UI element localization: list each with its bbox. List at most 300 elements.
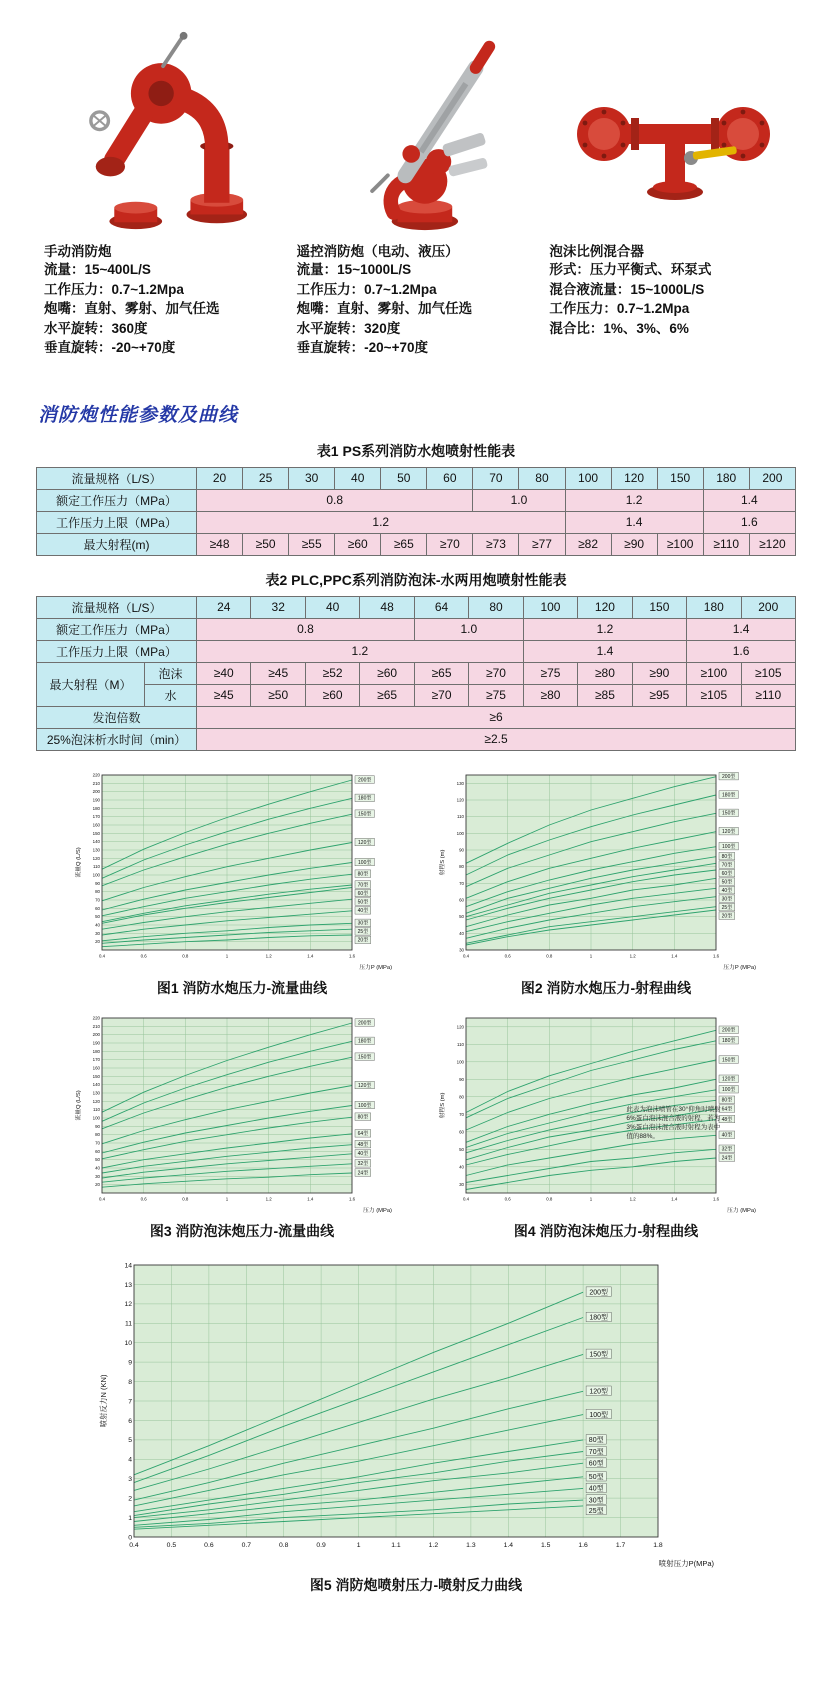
svg-text:6: 6 — [128, 1417, 132, 1425]
chart-fig5-canvas — [96, 1257, 736, 1574]
svg-text:160: 160 — [92, 1065, 100, 1071]
svg-text:110: 110 — [457, 1041, 464, 1047]
svg-text:150: 150 — [92, 830, 100, 836]
svg-text:120: 120 — [92, 855, 100, 861]
table-cell: 1.2 — [197, 511, 566, 533]
table-cell: ≥6 — [197, 706, 796, 728]
table-cell: 180 — [687, 596, 741, 618]
svg-text:喷射反力N (KN): 喷射反力N (KN) — [99, 1374, 108, 1428]
svg-text:60: 60 — [459, 1129, 464, 1135]
product-spec: 炮嘴：直射、雾射、加气任选 — [296, 301, 473, 317]
figure-3 — [72, 1010, 412, 1247]
charts-grid — [36, 767, 796, 1247]
svg-text:140: 140 — [92, 1082, 100, 1088]
table-cell: ≥45 — [251, 662, 305, 684]
svg-text:150型: 150型 — [358, 1054, 372, 1061]
svg-text:60: 60 — [95, 1148, 100, 1154]
svg-text:0.6: 0.6 — [140, 1196, 147, 1202]
svg-text:0.7: 0.7 — [241, 1541, 252, 1549]
svg-text:射程S (m): 射程S (m) — [440, 1092, 446, 1119]
table-cell: ≥120 — [749, 533, 795, 555]
svg-text:210: 210 — [92, 780, 100, 786]
table-cell: ≥85 — [578, 684, 632, 706]
remote-monitor-image — [325, 29, 515, 234]
svg-text:20型: 20型 — [357, 937, 369, 944]
table-row — [37, 489, 796, 511]
table-cell: 150 — [632, 596, 686, 618]
product-spec: 混合比：1%、3%、6% — [549, 320, 689, 336]
table-cell: 1.6 — [687, 640, 796, 662]
svg-text:0.8: 0.8 — [182, 1196, 189, 1202]
svg-text:130: 130 — [92, 1090, 100, 1096]
table1-title: 表1 PS系列消防水炮喷射性能表 — [316, 442, 516, 459]
table-cell: ≥100 — [657, 533, 703, 555]
table-cell: 1.0 — [414, 618, 523, 640]
svg-text:120型: 120型 — [358, 839, 372, 846]
svg-text:1: 1 — [128, 1514, 132, 1522]
svg-text:50型: 50型 — [588, 1473, 604, 1481]
svg-text:32型: 32型 — [357, 1160, 369, 1167]
svg-text:100: 100 — [92, 1115, 100, 1121]
table-row — [37, 533, 796, 555]
svg-text:120型: 120型 — [722, 1076, 736, 1083]
svg-text:流量Q (L/S): 流量Q (L/S) — [76, 1090, 82, 1121]
svg-text:80型: 80型 — [721, 1097, 733, 1104]
svg-text:32型: 32型 — [721, 1146, 733, 1153]
svg-text:30: 30 — [459, 947, 464, 953]
product-spec: 流量：15~1000L/S — [296, 262, 412, 277]
table-cell: ≥65 — [414, 662, 468, 684]
svg-text:150型: 150型 — [722, 810, 736, 817]
svg-text:150型: 150型 — [358, 811, 372, 818]
svg-text:0.4: 0.4 — [98, 953, 106, 959]
svg-text:0: 0 — [128, 1534, 132, 1542]
svg-text:100型: 100型 — [358, 859, 372, 866]
table-cell: ≥82 — [565, 533, 611, 555]
svg-text:50型: 50型 — [357, 899, 369, 906]
svg-text:60型: 60型 — [357, 890, 369, 897]
svg-text:1.6: 1.6 — [712, 953, 720, 959]
table-cell: 40 — [305, 596, 359, 618]
svg-text:200型: 200型 — [722, 1027, 736, 1034]
svg-text:30: 30 — [95, 930, 100, 936]
svg-text:70: 70 — [95, 897, 100, 903]
svg-text:1.2: 1.2 — [629, 953, 636, 959]
svg-text:190: 190 — [92, 1040, 100, 1046]
svg-text:150型: 150型 — [722, 1057, 736, 1064]
table-cell: 120 — [611, 467, 657, 489]
svg-text:1.8: 1.8 — [653, 1541, 663, 1549]
table-cell: ≥73 — [473, 533, 519, 555]
svg-text:24型: 24型 — [357, 1170, 369, 1177]
table-cell: 1.4 — [687, 618, 796, 640]
svg-text:220: 220 — [92, 772, 100, 778]
svg-text:180: 180 — [92, 1048, 100, 1054]
svg-text:100型: 100型 — [358, 1102, 372, 1109]
product-spec: 混合液流量：15~1000L/S — [549, 281, 705, 297]
table-cell: 1.4 — [523, 640, 686, 662]
chart-svg — [72, 1010, 394, 1215]
table-cell: 70 — [473, 467, 519, 489]
table-row — [37, 684, 796, 706]
svg-text:80型: 80型 — [357, 871, 369, 878]
table-row — [37, 662, 796, 684]
table-cell: 20 — [197, 467, 243, 489]
table-cell: ≥50 — [251, 684, 305, 706]
table-cell: 64 — [414, 596, 468, 618]
svg-text:170: 170 — [92, 814, 100, 820]
svg-text:0.4: 0.4 — [462, 953, 470, 959]
row-label: 最大射程（M） — [37, 662, 145, 706]
product-spec: 炮嘴：直射、雾射、加气任选 — [44, 301, 220, 317]
table-cell: ≥90 — [632, 662, 686, 684]
figure-4 — [436, 1010, 776, 1247]
svg-text:4: 4 — [128, 1456, 132, 1464]
chart-fig2-canvas — [436, 767, 776, 977]
product-spec: 垂直旋转：-20~+70度 — [44, 340, 176, 356]
table-cell: ≥55 — [289, 533, 335, 555]
svg-text:140: 140 — [92, 839, 100, 845]
table-cell: ≥77 — [519, 533, 565, 555]
svg-text:7: 7 — [128, 1398, 132, 1406]
svg-text:70: 70 — [95, 1140, 100, 1146]
svg-text:13: 13 — [124, 1281, 132, 1289]
svg-text:40: 40 — [459, 930, 464, 936]
svg-text:90: 90 — [95, 880, 100, 886]
table-cell: ≥100 — [687, 662, 741, 684]
table-cell: 200 — [741, 596, 795, 618]
table-cell: ≥65 — [360, 684, 414, 706]
svg-text:180型: 180型 — [722, 1037, 736, 1044]
table-row — [37, 467, 796, 489]
figure-1 — [72, 767, 412, 1004]
svg-text:180型: 180型 — [722, 792, 736, 799]
svg-text:1.6: 1.6 — [712, 1196, 720, 1202]
svg-text:220: 220 — [92, 1015, 100, 1021]
svg-text:210: 210 — [92, 1023, 100, 1029]
table-cell: ≥110 — [741, 684, 795, 706]
section-title: 消防炮性能参数及曲线 — [38, 404, 239, 426]
svg-text:0.8: 0.8 — [546, 953, 553, 959]
table-row — [37, 728, 796, 750]
svg-text:40型: 40型 — [721, 887, 733, 894]
table-cell: 1.6 — [703, 511, 795, 533]
svg-text:180型: 180型 — [589, 1314, 609, 1322]
svg-text:30型: 30型 — [721, 896, 733, 903]
chart-svg — [96, 1257, 716, 1569]
table-cell: 1.4 — [565, 511, 703, 533]
table-cell: 1.2 — [565, 489, 703, 511]
row-label: 工作压力上限（MPa） — [37, 640, 197, 662]
svg-text:80型: 80型 — [357, 1114, 369, 1121]
svg-text:200型: 200型 — [358, 777, 372, 784]
table-cell: 0.8 — [197, 489, 473, 511]
table-cell: 1.4 — [703, 489, 795, 511]
row-label: 额定工作压力（MPa） — [37, 618, 197, 640]
svg-text:14: 14 — [124, 1262, 132, 1270]
svg-text:200: 200 — [92, 789, 100, 795]
product-spec: 垂直旋转：-20~+70度 — [296, 340, 428, 356]
svg-text:90: 90 — [459, 847, 464, 853]
product-spec: 工作压力：0.7~1.2Mpa — [44, 281, 184, 297]
chart-fig3-canvas — [72, 1010, 412, 1220]
table1 — [36, 467, 796, 556]
svg-text:1.4: 1.4 — [503, 1541, 514, 1549]
product-spec: 工作压力：0.7~1.2Mpa — [296, 281, 437, 297]
svg-text:20型: 20型 — [721, 913, 733, 920]
svg-text:120型: 120型 — [358, 1082, 372, 1089]
figure-2 — [436, 767, 776, 1004]
table-cell: 48 — [360, 596, 414, 618]
svg-text:30: 30 — [95, 1173, 100, 1179]
chart-svg — [436, 767, 758, 972]
svg-text:64型: 64型 — [721, 1106, 733, 1113]
product-spec: 形式：压力平衡式、环泵式 — [549, 262, 712, 277]
chart-svg — [72, 767, 394, 972]
svg-text:48型: 48型 — [721, 1116, 733, 1123]
svg-text:射程S (m): 射程S (m) — [440, 849, 446, 876]
svg-text:压力P (MPa): 压力P (MPa) — [723, 964, 756, 971]
svg-text:180: 180 — [92, 805, 100, 811]
product-remote-monitor — [297, 26, 544, 358]
table-cell: ≥50 — [243, 533, 289, 555]
svg-text:120: 120 — [92, 1098, 100, 1104]
table-cell: ≥75 — [469, 684, 523, 706]
svg-text:160: 160 — [92, 822, 100, 828]
table-cell: ≥48 — [197, 533, 243, 555]
svg-text:1.4: 1.4 — [671, 953, 678, 959]
svg-text:110: 110 — [457, 814, 464, 820]
svg-text:150型: 150型 — [589, 1351, 609, 1359]
foam-proportioner-image — [573, 84, 773, 234]
svg-text:110: 110 — [93, 864, 100, 870]
svg-text:0.8: 0.8 — [278, 1541, 289, 1549]
svg-text:0.6: 0.6 — [504, 953, 511, 959]
table-cell: 200 — [749, 467, 795, 489]
chart-fig1-canvas — [72, 767, 412, 977]
svg-text:1.2: 1.2 — [629, 1196, 636, 1202]
product-section — [36, 26, 796, 358]
table-cell: ≥70 — [427, 533, 473, 555]
table-cell: ≥60 — [305, 684, 359, 706]
svg-text:0.4: 0.4 — [98, 1196, 106, 1202]
product-photo-remote-monitor — [297, 26, 544, 234]
table-cell: ≥95 — [632, 684, 686, 706]
product-spec: 流量：15~400L/S — [44, 262, 151, 277]
svg-text:压力 (MPa): 压力 (MPa) — [727, 1207, 756, 1214]
product-spec: 工作压力：0.7~1.2Mpa — [549, 301, 690, 317]
row-label: 水 — [145, 684, 197, 706]
svg-text:流量Q (L/S): 流量Q (L/S) — [76, 847, 82, 878]
table-row — [37, 640, 796, 662]
svg-text:40型: 40型 — [588, 1485, 604, 1493]
svg-text:20: 20 — [95, 939, 100, 945]
svg-text:60型: 60型 — [588, 1460, 604, 1468]
table-cell: ≥40 — [197, 662, 251, 684]
svg-text:1.2: 1.2 — [428, 1541, 439, 1549]
svg-text:40型: 40型 — [721, 1132, 733, 1139]
product-photo-manual-monitor — [44, 26, 291, 234]
table-cell: ≥80 — [523, 684, 577, 706]
svg-text:90: 90 — [95, 1123, 100, 1129]
table-cell: ≥70 — [414, 684, 468, 706]
svg-text:80型: 80型 — [721, 853, 733, 860]
svg-text:10: 10 — [124, 1339, 132, 1347]
product-name: 遥控消防炮（电动、液压） — [296, 244, 459, 259]
svg-text:1.4: 1.4 — [307, 953, 314, 959]
svg-text:50: 50 — [459, 1146, 464, 1152]
table-cell: ≥60 — [360, 662, 414, 684]
chart-fig4-canvas — [436, 1010, 776, 1220]
svg-text:压力P (MPa): 压力P (MPa) — [359, 964, 392, 971]
table-cell: ≥45 — [197, 684, 251, 706]
svg-text:100: 100 — [456, 1059, 464, 1065]
table-cell: ≥105 — [687, 684, 741, 706]
svg-text:24型: 24型 — [721, 1155, 733, 1162]
svg-text:20: 20 — [95, 1182, 100, 1188]
table-row — [37, 618, 796, 640]
table-cell: 30 — [289, 467, 335, 489]
figure-3-caption: 图3 消防泡沫炮压力-流量曲线 — [149, 1222, 335, 1239]
svg-text:80: 80 — [459, 1094, 464, 1100]
product-spec: 水平旋转：360度 — [44, 320, 148, 336]
svg-text:1: 1 — [225, 953, 229, 959]
svg-text:1.7: 1.7 — [615, 1541, 626, 1549]
figure-5 — [96, 1257, 736, 1595]
svg-text:压力 (MPa): 压力 (MPa) — [363, 1207, 392, 1214]
svg-text:70型: 70型 — [588, 1448, 604, 1456]
svg-text:25型: 25型 — [357, 928, 369, 935]
svg-text:100型: 100型 — [722, 1086, 736, 1093]
table-cell: 100 — [565, 467, 611, 489]
svg-text:0.4: 0.4 — [462, 1196, 470, 1202]
row-label: 发泡倍数 — [37, 706, 197, 728]
product-photo-foam-proportioner — [549, 26, 796, 234]
svg-text:5: 5 — [128, 1437, 132, 1445]
svg-text:200: 200 — [92, 1032, 100, 1038]
table-cell: 25 — [243, 467, 289, 489]
table-cell: ≥105 — [741, 662, 795, 684]
svg-text:0.8: 0.8 — [182, 953, 189, 959]
table2 — [36, 596, 796, 751]
svg-text:80: 80 — [95, 1132, 100, 1138]
figure-5-caption: 图5 消防炮喷射压力-喷射反力曲线 — [309, 1576, 523, 1593]
svg-text:60: 60 — [459, 897, 464, 903]
svg-text:8: 8 — [128, 1378, 132, 1386]
svg-text:100型: 100型 — [589, 1411, 609, 1419]
svg-text:70: 70 — [459, 1111, 464, 1117]
svg-text:70型: 70型 — [721, 862, 733, 869]
row-label: 泡沫 — [145, 662, 197, 684]
svg-text:1: 1 — [225, 1196, 229, 1202]
svg-text:190: 190 — [92, 797, 100, 803]
svg-text:1.5: 1.5 — [540, 1541, 551, 1549]
table-cell: 40 — [335, 467, 381, 489]
svg-text:120: 120 — [456, 1024, 464, 1030]
product-spec: 水平旋转：320度 — [296, 320, 401, 336]
svg-text:1: 1 — [589, 953, 593, 959]
svg-text:1.6: 1.6 — [348, 953, 356, 959]
svg-text:1.6: 1.6 — [578, 1541, 588, 1549]
svg-text:1.3: 1.3 — [466, 1541, 476, 1549]
svg-text:30型: 30型 — [588, 1497, 604, 1505]
row-label: 25%泡沫析水时间（min） — [37, 728, 197, 750]
svg-text:30型: 30型 — [357, 920, 369, 927]
table-row — [37, 706, 796, 728]
row-label: 流量规格（L/S） — [37, 596, 197, 618]
table-row — [37, 596, 796, 618]
svg-text:180型: 180型 — [358, 795, 372, 802]
svg-text:25型: 25型 — [588, 1507, 604, 1515]
svg-text:90: 90 — [459, 1076, 464, 1082]
table-cell: 150 — [657, 467, 703, 489]
svg-text:200型: 200型 — [358, 1020, 372, 1027]
svg-text:0.6: 0.6 — [140, 953, 147, 959]
svg-text:1.2: 1.2 — [265, 1196, 272, 1202]
table-cell: 24 — [197, 596, 251, 618]
svg-text:180型: 180型 — [358, 1038, 372, 1045]
svg-text:48型: 48型 — [357, 1141, 369, 1148]
svg-text:0.9: 0.9 — [316, 1541, 326, 1549]
svg-text:100: 100 — [92, 872, 100, 878]
svg-text:200型: 200型 — [589, 1289, 609, 1297]
figure-1-caption: 图1 消防水炮压力-流量曲线 — [156, 979, 328, 996]
svg-text:40型: 40型 — [357, 1150, 369, 1157]
row-label: 流量规格（L/S） — [37, 467, 197, 489]
svg-text:50型: 50型 — [721, 879, 733, 886]
svg-text:60: 60 — [95, 905, 100, 911]
svg-text:12: 12 — [124, 1301, 132, 1309]
svg-text:100型: 100型 — [722, 843, 736, 850]
svg-text:120型: 120型 — [722, 828, 736, 835]
svg-text:110: 110 — [93, 1107, 100, 1113]
svg-text:60型: 60型 — [721, 870, 733, 877]
svg-text:0.6: 0.6 — [504, 1196, 511, 1202]
table-cell: ≥70 — [469, 662, 523, 684]
svg-text:200型: 200型 — [722, 773, 736, 780]
svg-text:1.6: 1.6 — [348, 1196, 356, 1202]
svg-text:80: 80 — [95, 889, 100, 895]
table-cell: ≥60 — [335, 533, 381, 555]
table-cell: 1.2 — [197, 640, 524, 662]
figure-4-caption: 图4 消防泡沫炮压力-射程曲线 — [513, 1222, 699, 1239]
table-cell: 1.2 — [523, 618, 686, 640]
svg-text:150: 150 — [92, 1073, 100, 1079]
table-cell: ≥52 — [305, 662, 359, 684]
manual-monitor-image — [77, 29, 257, 234]
svg-text:1.2: 1.2 — [265, 953, 272, 959]
table-cell: 60 — [427, 467, 473, 489]
product-manual-monitor — [44, 26, 291, 358]
svg-text:喷射压力P(MPa): 喷射压力P(MPa) — [658, 1558, 714, 1568]
svg-text:120: 120 — [456, 797, 464, 803]
svg-text:50: 50 — [459, 914, 464, 920]
table2-title: 表2 PLC,PPC系列消防泡沫-水两用炮喷射性能表 — [265, 571, 567, 588]
svg-text:130: 130 — [456, 780, 464, 786]
figure-2-caption: 图2 消防水炮压力-射程曲线 — [520, 979, 692, 996]
svg-text:40型: 40型 — [357, 907, 369, 914]
svg-text:130: 130 — [92, 847, 100, 853]
table-cell: ≥75 — [523, 662, 577, 684]
product-foam-proportioner — [549, 26, 796, 358]
table-cell: 180 — [703, 467, 749, 489]
svg-text:1: 1 — [589, 1196, 593, 1202]
svg-text:120型: 120型 — [589, 1388, 609, 1396]
table-cell: 80 — [519, 467, 565, 489]
product-name: 泡沫比例混合器 — [549, 244, 644, 259]
product-name: 手动消防炮 — [44, 244, 112, 259]
svg-text:70: 70 — [459, 880, 464, 886]
